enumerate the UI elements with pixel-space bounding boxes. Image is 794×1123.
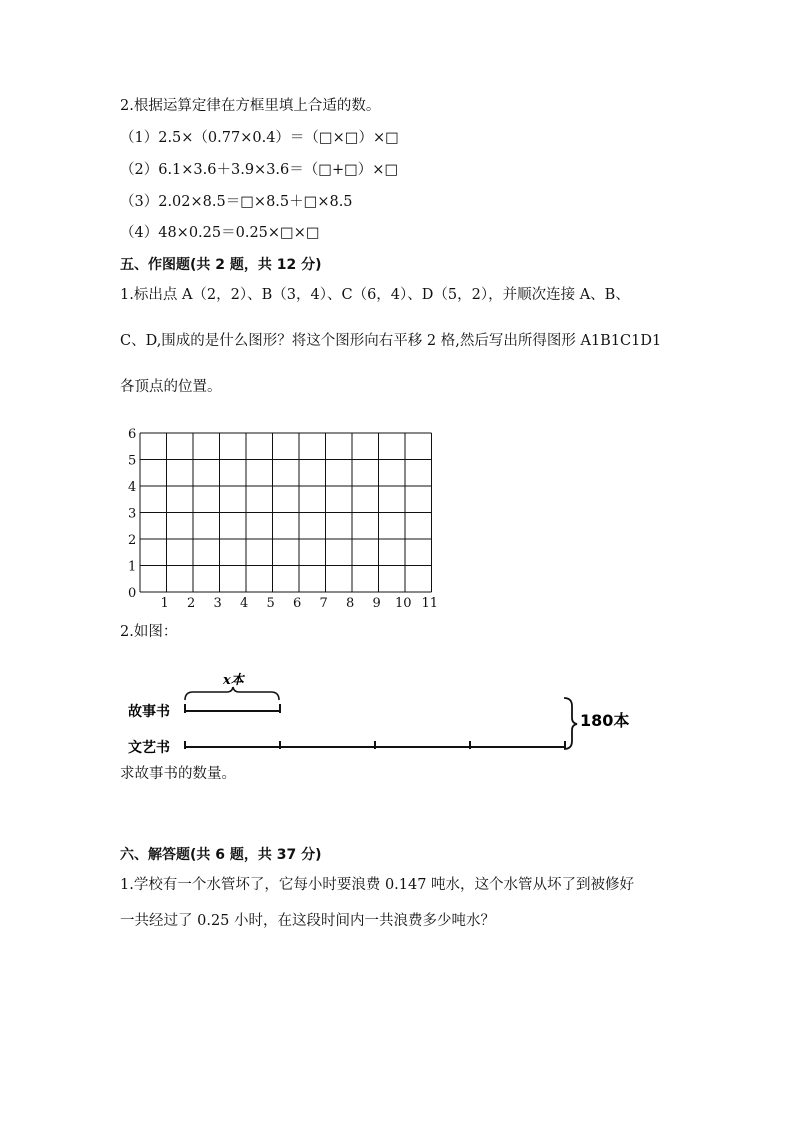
y-tick-label: 3 (128, 506, 137, 522)
line-segment-diagram (120, 668, 640, 760)
x-tick-label: 11 (421, 596, 439, 611)
y-tick-label: 5 (128, 453, 137, 469)
story-book-label: 故事书 (128, 704, 170, 720)
s5-q2-title: 2.如图： (120, 624, 178, 640)
x-tick-label: 5 (266, 596, 275, 611)
q2-item-1: （1）2.5×（0.77×0.4）＝（□×□）×□ (120, 130, 399, 146)
x-tick-label: 1 (160, 596, 169, 611)
section5-title: 五、作图题(共 2 题，共 12 分) (120, 257, 322, 273)
y-tick-label: 2 (128, 533, 137, 548)
coordinate-grid (120, 425, 450, 613)
x-tick-label: 2 (187, 596, 196, 611)
s5-q1-line3: 各顶点的位置。 (120, 379, 222, 395)
x-tick-label: 6 (293, 596, 302, 611)
y-tick-label: 0 (128, 586, 137, 601)
x-tick-label: 8 (346, 596, 355, 611)
total-label: 180本 (580, 711, 630, 730)
section6-title: 六、解答题(共 6 题，共 37 分) (120, 847, 322, 863)
x-tick-label: 9 (372, 596, 381, 611)
x-tick-label: 4 (240, 596, 249, 611)
q2-item-4: （4）48×0.25＝0.25×□×□ (120, 225, 320, 241)
x-label: x本 (223, 673, 244, 688)
x-tick-label: 3 (213, 596, 222, 611)
s5-q1-line1: 1.标出点 A（2，2）、B（3，4）、C（6，4）、D（5，2），并顺次连接 A、B、 (120, 287, 630, 303)
s5-q1-line2: C、D,围成的是什么图形？将这个图形向右平移 2 格,然后写出所得图形 A1B1C1D1 (120, 333, 662, 349)
x-tick-label: 7 (319, 596, 328, 611)
y-tick-label: 1 (128, 559, 137, 575)
x-tick-label: 10 (395, 596, 412, 611)
q2-item-3: （3）2.02×8.5＝□×8.5＋□×8.5 (120, 194, 353, 210)
x-brace (185, 687, 279, 700)
y-tick-label: 4 (128, 480, 137, 495)
y-tick-label: 6 (128, 427, 137, 442)
s6-q1-line2: 一共经过了 0.25 小时，在这段时间内一共浪费多少吨水？ (120, 913, 496, 929)
s6-q1-line1: 1.学校有一个水管坏了，它每小时要浪费 0.147 吨水，这个水管从坏了到被修好 (120, 877, 635, 893)
q2-item-2: （2）6.1×3.6＋3.9×3.6＝（□+□）×□ (120, 162, 399, 178)
art-book-label: 文艺书 (128, 740, 170, 756)
s5-q2-question: 求故事书的数量。 (120, 766, 236, 782)
q2-title: 2.根据运算定律在方框里填上合适的数。 (120, 98, 381, 114)
